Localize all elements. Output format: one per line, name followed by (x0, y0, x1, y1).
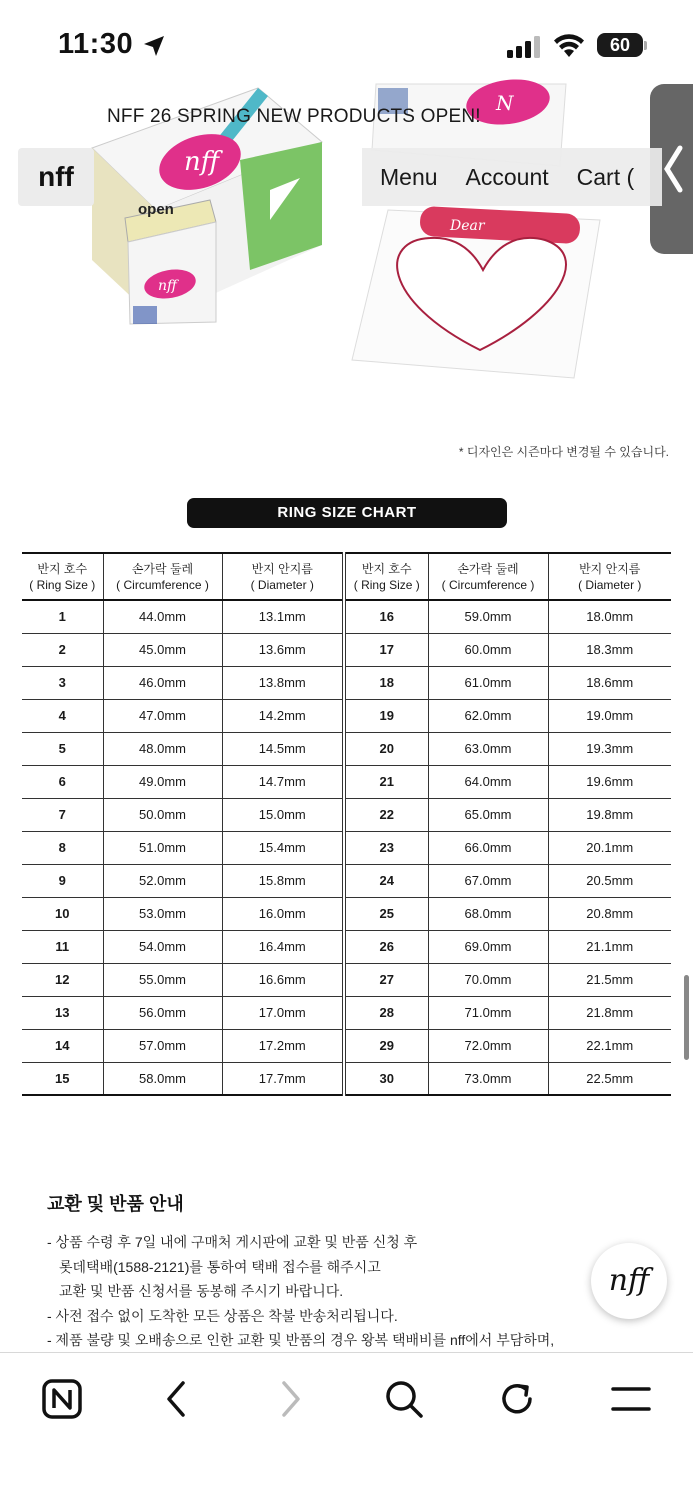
header-circumference-2: 손가락 둘레 ( Circumference ) (428, 553, 548, 600)
wifi-icon (553, 32, 585, 58)
ring-size-cell: 11 (22, 930, 103, 963)
table-row (22, 1062, 671, 1095)
table-row (22, 963, 671, 996)
circumference-cell: 70.0mm (428, 963, 548, 996)
circumference-cell: 61.0mm (428, 666, 548, 699)
diameter-cell: 20.8mm (548, 897, 671, 930)
ring-size-cell: 6 (22, 765, 103, 798)
header-ring-size-2: 반지 호수 ( Ring Size ) (344, 553, 428, 600)
reload-button[interactable] (493, 1375, 541, 1423)
table-row (22, 930, 671, 963)
ring-size-cell: 20 (344, 732, 428, 765)
diameter-cell: 16.6mm (222, 963, 344, 996)
ring-size-cell: 22 (344, 798, 428, 831)
ring-size-cell: 2 (22, 633, 103, 666)
svg-text:nff: nff (158, 278, 177, 294)
table-row (22, 732, 671, 765)
table-row (22, 600, 671, 633)
ring-size-cell: 23 (344, 831, 428, 864)
circumference-cell: 51.0mm (103, 831, 222, 864)
circumference-cell: 60.0mm (428, 633, 548, 666)
hero-banner (0, 70, 693, 470)
circumference-cell: 44.0mm (103, 600, 222, 633)
returns-line: - 사전 접수 없이 도착한 모든 상품은 착불 반송처리됩니다. (47, 1307, 398, 1324)
returns-line: - 상품 수령 후 7일 내에 구매처 게시판에 교환 및 반품 신청 후 (47, 1234, 418, 1250)
circumference-cell: 45.0mm (103, 633, 222, 666)
circumference-cell: 63.0mm (428, 732, 548, 765)
ring-size-cell: 29 (344, 1029, 428, 1062)
circumference-cell: 54.0mm (103, 930, 222, 963)
diameter-cell: 13.1mm (222, 600, 344, 633)
ring-size-cell: 24 (344, 864, 428, 897)
circumference-cell: 46.0mm (103, 666, 222, 699)
ring-size-cell: 10 (22, 897, 103, 930)
diameter-cell: 17.2mm (222, 1029, 344, 1062)
menu-icon (610, 1384, 652, 1414)
diameter-cell: 14.5mm (222, 732, 344, 765)
ring-size-table (22, 552, 671, 1096)
table-row (22, 897, 671, 930)
ring-size-cell: 9 (22, 864, 103, 897)
diameter-cell: 19.3mm (548, 732, 671, 765)
diameter-cell: 20.1mm (548, 831, 671, 864)
ring-size-cell: 12 (22, 963, 103, 996)
diameter-cell: 19.6mm (548, 765, 671, 798)
diameter-cell: 19.8mm (548, 798, 671, 831)
circumference-cell: 64.0mm (428, 765, 548, 798)
site-logo[interactable]: nff (18, 148, 94, 206)
scrollbar-thumb[interactable] (684, 975, 689, 1060)
table-row (22, 831, 671, 864)
circumference-cell: 71.0mm (428, 996, 548, 1029)
naver-home-button[interactable] (38, 1375, 86, 1423)
search-icon (384, 1379, 424, 1419)
ring-size-cell: 17 (344, 633, 428, 666)
returns-line: 교환 및 반품 신청서를 동봉해 주시기 바랍니다. (59, 1283, 344, 1299)
diameter-cell: 13.6mm (222, 633, 344, 666)
table-row (22, 864, 671, 897)
back-button[interactable] (152, 1375, 200, 1423)
diameter-cell: 15.8mm (222, 864, 344, 897)
circumference-cell: 73.0mm (428, 1062, 548, 1095)
ring-size-cell: 25 (344, 897, 428, 930)
ring-size-cell: 14 (22, 1029, 103, 1062)
diameter-cell: 16.0mm (222, 897, 344, 930)
diameter-cell: 19.0mm (548, 699, 671, 732)
diameter-cell: 21.8mm (548, 996, 671, 1029)
floating-brand-button[interactable]: nff (591, 1243, 667, 1319)
ring-size-chart-title: RING SIZE CHART (187, 498, 507, 528)
battery-indicator: 60 (597, 33, 643, 57)
diameter-cell: 17.7mm (222, 1062, 344, 1095)
circumference-cell: 49.0mm (103, 765, 222, 798)
ring-size-cell: 21 (344, 765, 428, 798)
circumference-cell: 57.0mm (103, 1029, 222, 1062)
ring-size-cell: 30 (344, 1062, 428, 1095)
browser-toolbar (0, 1352, 693, 1500)
circumference-cell: 58.0mm (103, 1062, 222, 1095)
table-row (22, 1029, 671, 1062)
circumference-cell: 68.0mm (428, 897, 548, 930)
table-row (22, 666, 671, 699)
diameter-cell: 14.2mm (222, 699, 344, 732)
diameter-cell: 18.6mm (548, 666, 671, 699)
circumference-cell: 52.0mm (103, 864, 222, 897)
table-row (22, 699, 671, 732)
diameter-cell: 13.8mm (222, 666, 344, 699)
nav-account[interactable]: Account (465, 163, 549, 190)
naver-home-icon (41, 1378, 83, 1420)
box-open-label: open (138, 201, 174, 218)
forward-button[interactable] (267, 1375, 315, 1423)
ring-size-cell: 27 (344, 963, 428, 996)
ring-size-cell: 16 (344, 600, 428, 633)
header-circumference: 손가락 둘레 ( Circumference ) (103, 553, 222, 600)
circumference-cell: 50.0mm (103, 798, 222, 831)
table-row (22, 996, 671, 1029)
ring-size-cell: 13 (22, 996, 103, 1029)
battery-tip (644, 41, 647, 50)
circumference-cell: 56.0mm (103, 996, 222, 1029)
diameter-cell: 20.5mm (548, 864, 671, 897)
diameter-cell: 15.0mm (222, 798, 344, 831)
diameter-cell: 16.4mm (222, 930, 344, 963)
box-brand-text: nff (184, 147, 220, 177)
search-button[interactable] (380, 1375, 428, 1423)
circumference-cell: 65.0mm (428, 798, 548, 831)
diameter-cell: 18.0mm (548, 600, 671, 633)
diameter-cell: 18.3mm (548, 633, 671, 666)
ring-size-cell: 19 (344, 699, 428, 732)
header-diameter: 반지 안지름 ( Diameter ) (222, 553, 344, 600)
announcement-text[interactable]: NFF 26 SPRING NEW PRODUCTS OPEN! (107, 106, 481, 127)
header-diameter-2: 반지 안지름 ( Diameter ) (548, 553, 671, 600)
status-time: 11:30 (58, 28, 134, 60)
table-row (22, 798, 671, 831)
reload-icon (497, 1379, 537, 1419)
ring-size-cell: 8 (22, 831, 103, 864)
returns-title: 교환 및 반품 안내 (47, 1194, 184, 1214)
returns-list (47, 1230, 554, 1353)
ring-size-cell: 26 (344, 930, 428, 963)
menu-button[interactable] (607, 1375, 655, 1423)
table-header-row (22, 553, 671, 600)
back-icon (161, 1379, 191, 1419)
circumference-cell: 47.0mm (103, 699, 222, 732)
ring-size-cell: 1 (22, 600, 103, 633)
chevron-left-icon (662, 144, 684, 194)
cellular-signal-icon (507, 36, 543, 58)
nav-menu[interactable]: Menu (380, 163, 438, 190)
top-navigation (362, 148, 662, 206)
returns-line: 롯데택배(1588-2121)를 통하여 택배 접수를 해주시고 (59, 1258, 381, 1275)
diameter-cell: 14.7mm (222, 765, 344, 798)
table-row (22, 765, 671, 798)
circumference-cell: 69.0mm (428, 930, 548, 963)
ring-size-cell: 28 (344, 996, 428, 1029)
circumference-cell: 67.0mm (428, 864, 548, 897)
svg-text:N: N (496, 91, 514, 115)
design-notice: * 디자인은 시즌마다 변경될 수 있습니다. (458, 445, 669, 459)
ring-size-cell: 3 (22, 666, 103, 699)
circumference-cell: 53.0mm (103, 897, 222, 930)
table-row (22, 633, 671, 666)
returns-line: - 제품 불량 및 오배송으로 인한 교환 및 반품의 경우 왕복 택배비를 nff에서 부담하며, (47, 1332, 555, 1348)
ring-size-cell: 4 (22, 699, 103, 732)
diameter-cell: 15.4mm (222, 831, 344, 864)
circumference-cell: 48.0mm (103, 732, 222, 765)
circumference-cell: 72.0mm (428, 1029, 548, 1062)
diameter-cell: 21.1mm (548, 930, 671, 963)
ring-size-cell: 18 (344, 666, 428, 699)
diameter-cell: 21.5mm (548, 963, 671, 996)
card-dear-text: Dear (450, 218, 485, 234)
diameter-cell: 22.5mm (548, 1062, 671, 1095)
diameter-cell: 17.0mm (222, 996, 344, 1029)
circumference-cell: 62.0mm (428, 699, 548, 732)
circumference-cell: 55.0mm (103, 963, 222, 996)
diameter-cell: 22.1mm (548, 1029, 671, 1062)
forward-icon (276, 1379, 306, 1419)
ring-size-cell: 7 (22, 798, 103, 831)
circumference-cell: 66.0mm (428, 831, 548, 864)
nav-cart[interactable]: Cart ( (576, 163, 635, 190)
header-ring-size: 반지 호수 ( Ring Size ) (22, 553, 103, 600)
ring-size-cell: 5 (22, 732, 103, 765)
location-arrow-icon (142, 34, 166, 58)
circumference-cell: 59.0mm (428, 600, 548, 633)
ring-size-cell: 15 (22, 1062, 103, 1095)
